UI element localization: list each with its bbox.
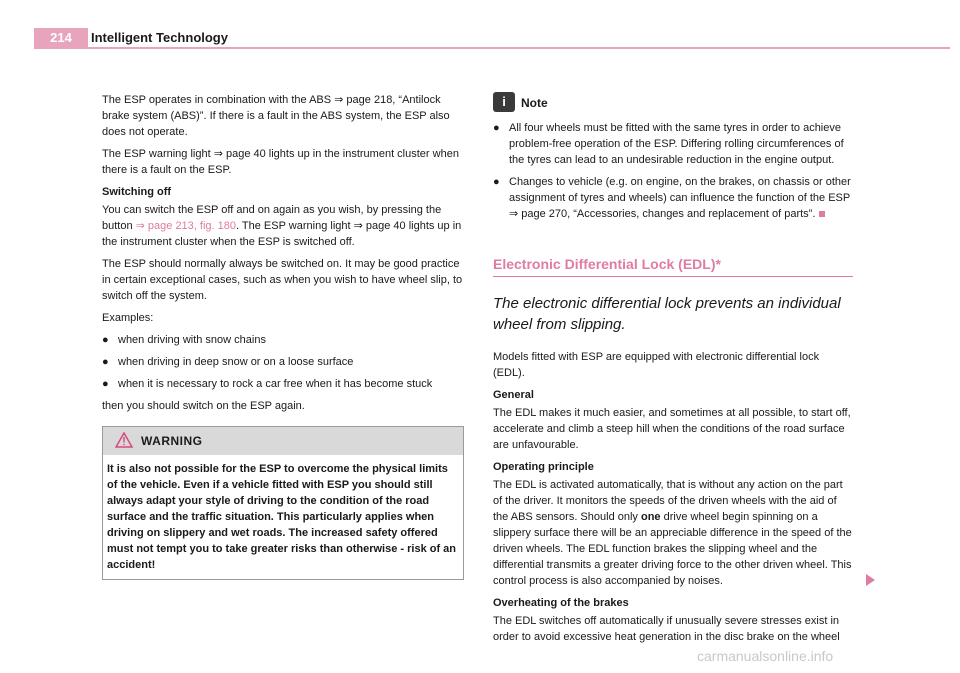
header-rule [34,47,950,49]
page-link[interactable]: ⇒ page 213, fig. 180 [135,220,236,232]
bullet-icon: ● [102,378,109,390]
list-item: ● when it is necessary to rock a car free when it has become stuck [102,378,433,390]
paragraph-overheating: The EDL switches off automatically if unusually severe stresses exist in order to avoid excessive heat generation in the disc brake on the wheel [493,615,840,643]
continue-arrow-icon [866,574,875,586]
end-square-icon [819,211,825,217]
left-column [102,92,464,580]
heading-switching-off: Switching off [102,186,172,198]
examples-label: Examples: [102,312,154,324]
warning-box [102,426,464,580]
bullet-icon: ● [102,334,109,346]
paragraph-warning-light: The ESP warning light ⇒ page 40 lights up in the instrument cluster when there is a fault on the ESP. [102,148,459,176]
note-title: Note [521,96,548,110]
chapter-title: Intelligent Technology [91,30,228,45]
note-item: ● Changes to vehicle (e.g. on engine, on the brakes, on chassis or other assignment of tyres and wheels) can influence the function of the ESP ⇒ page 270, “Accessories, changes and replacement of parts”. [493,176,851,220]
warning-triangle-icon [115,432,133,448]
note-item: ● All four wheels must be fitted with the same tyres in order to achieve problem-free operation of the ESP. Differing rolling circumferences of the tyres can lead to an undesirable reduction in the engine output. [493,122,844,166]
bullet-icon: ● [493,122,500,134]
page-header [34,28,950,48]
list-item: ● when driving in deep snow or on a loose surface [102,356,354,368]
heading-overheating: Overheating of the brakes [493,597,629,609]
info-icon: i [493,92,515,112]
paragraph-switching: You can switch the ESP off and on again as you wish, by pressing the button ⇒ page 213, fig. 180. The ESP warning light ⇒ page 40 lights up in the instrument cluster when the ESP is switched off. [102,204,462,248]
paragraph-normal-use: The ESP should normally always be switched on. It may be good practice in certain exceptional cases, such as when you wish to have wheel slip, to switch off the system. [102,258,463,302]
warning-text: It is also not possible for the ESP to overcome the physical limits of the vehicle. Even if a vehicle fitted with ESP you should still always adapt your style of driving to the condition of the road surface and the traffic situation. This particularly applies when driving on slippery and wet roads. The increased safety offered must not tempt you to take greater risks than otherwise - risk of an accident! [107,463,457,571]
list-item: ● when driving with snow chains [102,334,266,346]
bullet-icon: ● [102,356,109,368]
right-column [493,92,853,651]
warning-title: WARNING [141,434,203,448]
heading-operating-principle: Operating principle [493,461,594,473]
heading-general: General [493,389,534,401]
paragraph-operating: The EDL is activated automatically, that is without any action on the part of the driver. It monitors the speeds of the driven wheels with the aid of the ABS sensors. Should only one drive wheel begin spinning on a slippery surface there will be an appreciable difference in the speed of the driven wheels. The EDL function brakes the slipping wheel and the differential transmits a greater driving force to the other driven wheel. This control process is also accompanied by noises. [493,479,852,587]
section-intro: The electronic differential lock prevents an individual wheel from slipping. [493,295,841,333]
section-title: Electronic Differential Lock (EDL)* [493,256,853,277]
bullet-icon: ● [493,176,500,188]
warning-header [103,427,463,455]
page-number: 214 [34,28,88,48]
paragraph-general: The EDL makes it much easier, and sometimes at all possible, to start off, accelerate and climb a steep hill when the conditions of the road surface are unfavourable. [493,407,851,451]
paragraph-switch-on: then you should switch on the ESP again. [102,400,305,412]
note-header [493,92,853,116]
paragraph-edl-models: Models fitted with ESP are equipped with electronic differential lock (EDL). [493,351,820,379]
paragraph-abs: The ESP operates in combination with the ABS ⇒ page 218, “Antilock brake system (ABS)”. If there is a fault in the ABS system, the ESP also does not operate. [102,94,450,138]
watermark: carmanualsonline.info [697,648,834,664]
